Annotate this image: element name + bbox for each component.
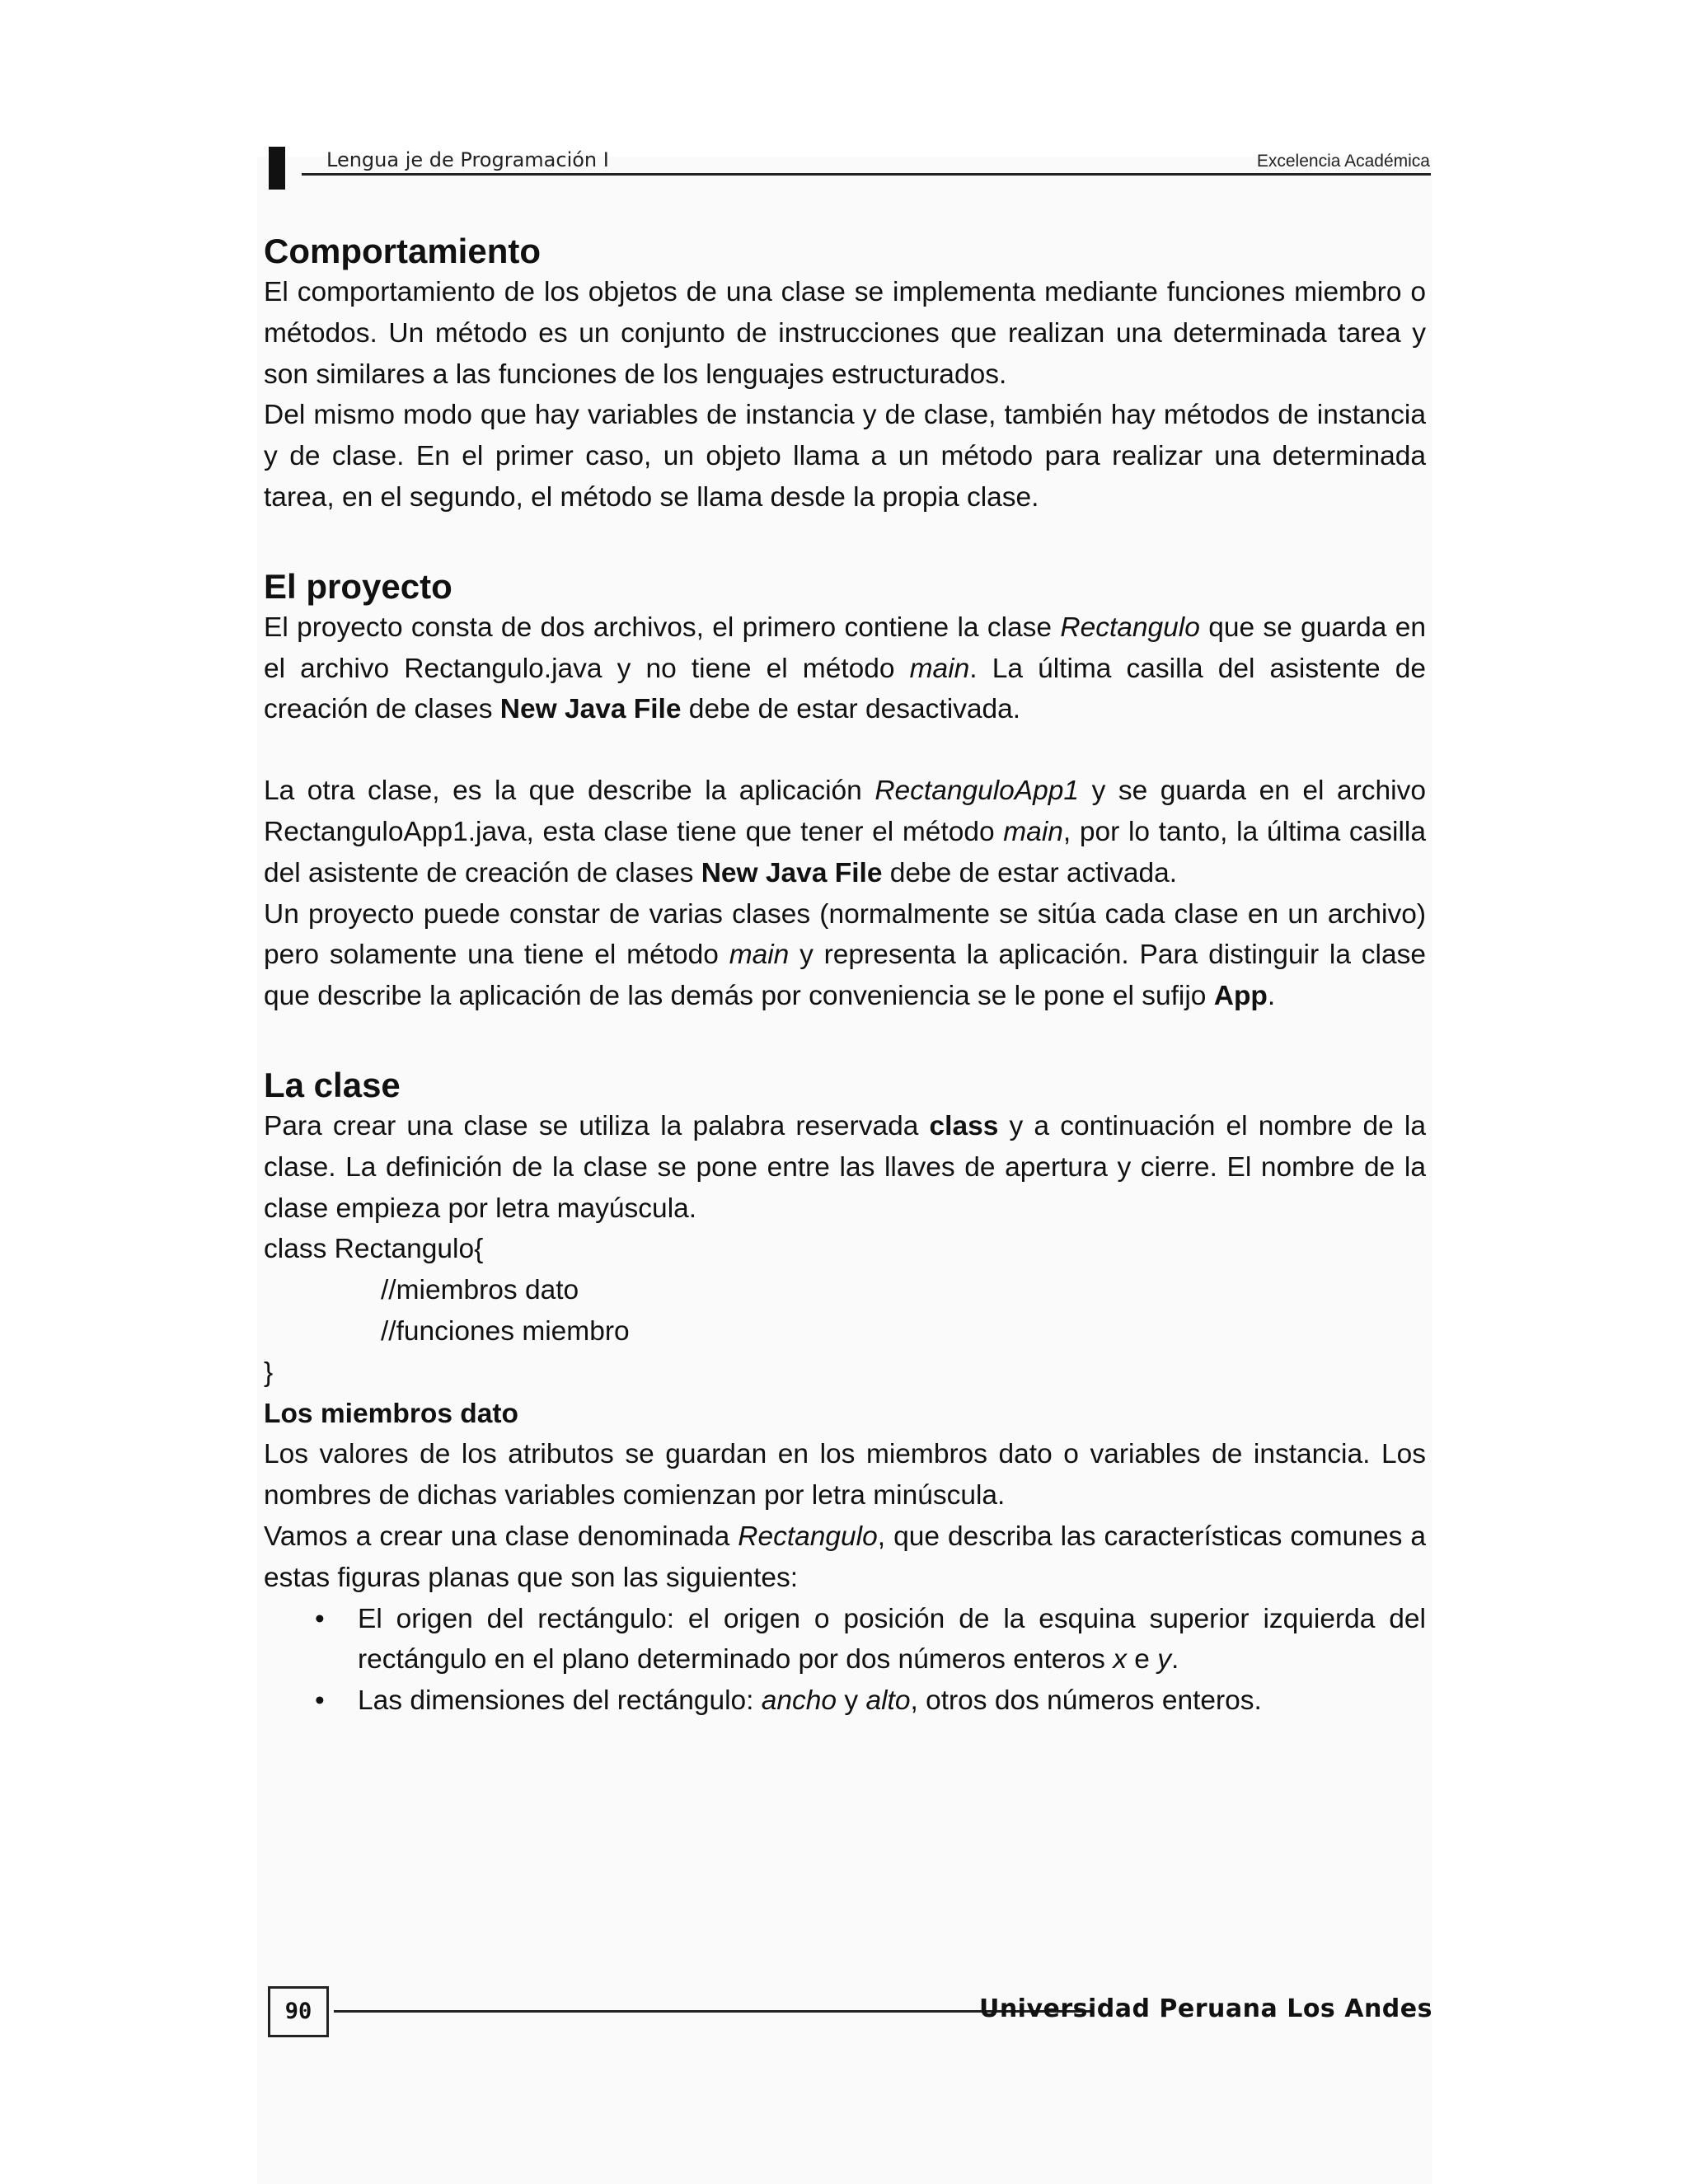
paragraph: El comportamiento de los objetos de una clase se implementa mediante funciones miembro o métodos. Un método es un conjunto de instrucciones que realizan una determinada tarea y son similares a las funciones de los lenguajes estructurados. [264,277,1426,390]
paragraph: Del mismo modo que hay variables de instancia y de clase, también hay métodos de instancia y de clase. En el primer caso, un objeto llama a un método para realizar una determinada tarea, en el segundo, el método se llama desde la propia clase. [264,400,1426,513]
paragraph: Para crear una clase se utiliza la palabra reservada class y a continuación el nombre de la clase. La definición de la clase se pone entre las llaves de apertura y cierre. El nombre de la clase empieza por letra mayúscula. [264,1110,1426,1224]
page-content [264,231,1426,1722]
paragraph: Los valores de los atributos se guardan en los miembros dato o variables de instancia. Los nombres de dichas variables comienzan por letra minúscula. [264,1439,1426,1511]
code-line: //funciones miembro [381,1315,630,1347]
subsection-title: Los miembros dato [264,1398,518,1429]
paragraph: La otra clase, es la que describe la aplicación RectanguloApp1 y se guarda en el archivo RectanguloApp1.java, esta clase tiene que tener el método main, por lo tanto, la última casilla del asistente de creación de clases New Java File debe de estar activada. [264,776,1426,888]
code-line: } [264,1357,274,1388]
header-course-title: Lengua je de Programación I [326,148,609,171]
code-line: //miembros dato [381,1275,579,1306]
list-item: • El origen del rectángulo: el origen o posición de la esquina superior izquierda del rectángulo en el plano determinado por dos números enteros x e y. [358,1599,1426,1681]
footer-university: Universidad Peruana Los Andes [978,1994,1432,2023]
paragraph: El proyecto consta de dos archivos, el primero contiene la clase Rectangulo que se guarda en el archivo Rectangulo.java y no tiene el método main. La última casilla del asistente de creación de clases New Java File debe de estar desactivada. [264,612,1427,725]
header-tagline: Excelencia Académica [1256,152,1430,171]
section-title-comportamiento: Comportamiento [264,232,541,270]
paragraph: Vamos a crear una clase denominada Rectangulo, que describa las características comunes a estas figuras planas que son las siguientes: [264,1521,1426,1593]
paragraph: Un proyecto puede constar de varias clases (normalmente se sitúa cada clase en un archivo) pero solamente una tiene el método main y representa la aplicación. Para distinguir la clase que describe la aplicación de las demás por conveniencia se le pone el sufijo App. [264,898,1426,1012]
header-marker [269,147,285,190]
code-sample [264,1229,1426,1393]
list-item: • Las dimensiones del rectángulo: ancho y alto, otros dos números enteros. [358,1680,1426,1722]
section-title-proyecto: El proyecto [264,566,452,606]
header-rule [302,173,1431,176]
bullet-list [264,1599,1426,1722]
footer-rule [334,2010,1090,2013]
code-line: class Rectangulo{ [264,1234,484,1265]
section-title-clase: La clase [264,1065,401,1104]
page-number: 90 [268,1986,329,2037]
